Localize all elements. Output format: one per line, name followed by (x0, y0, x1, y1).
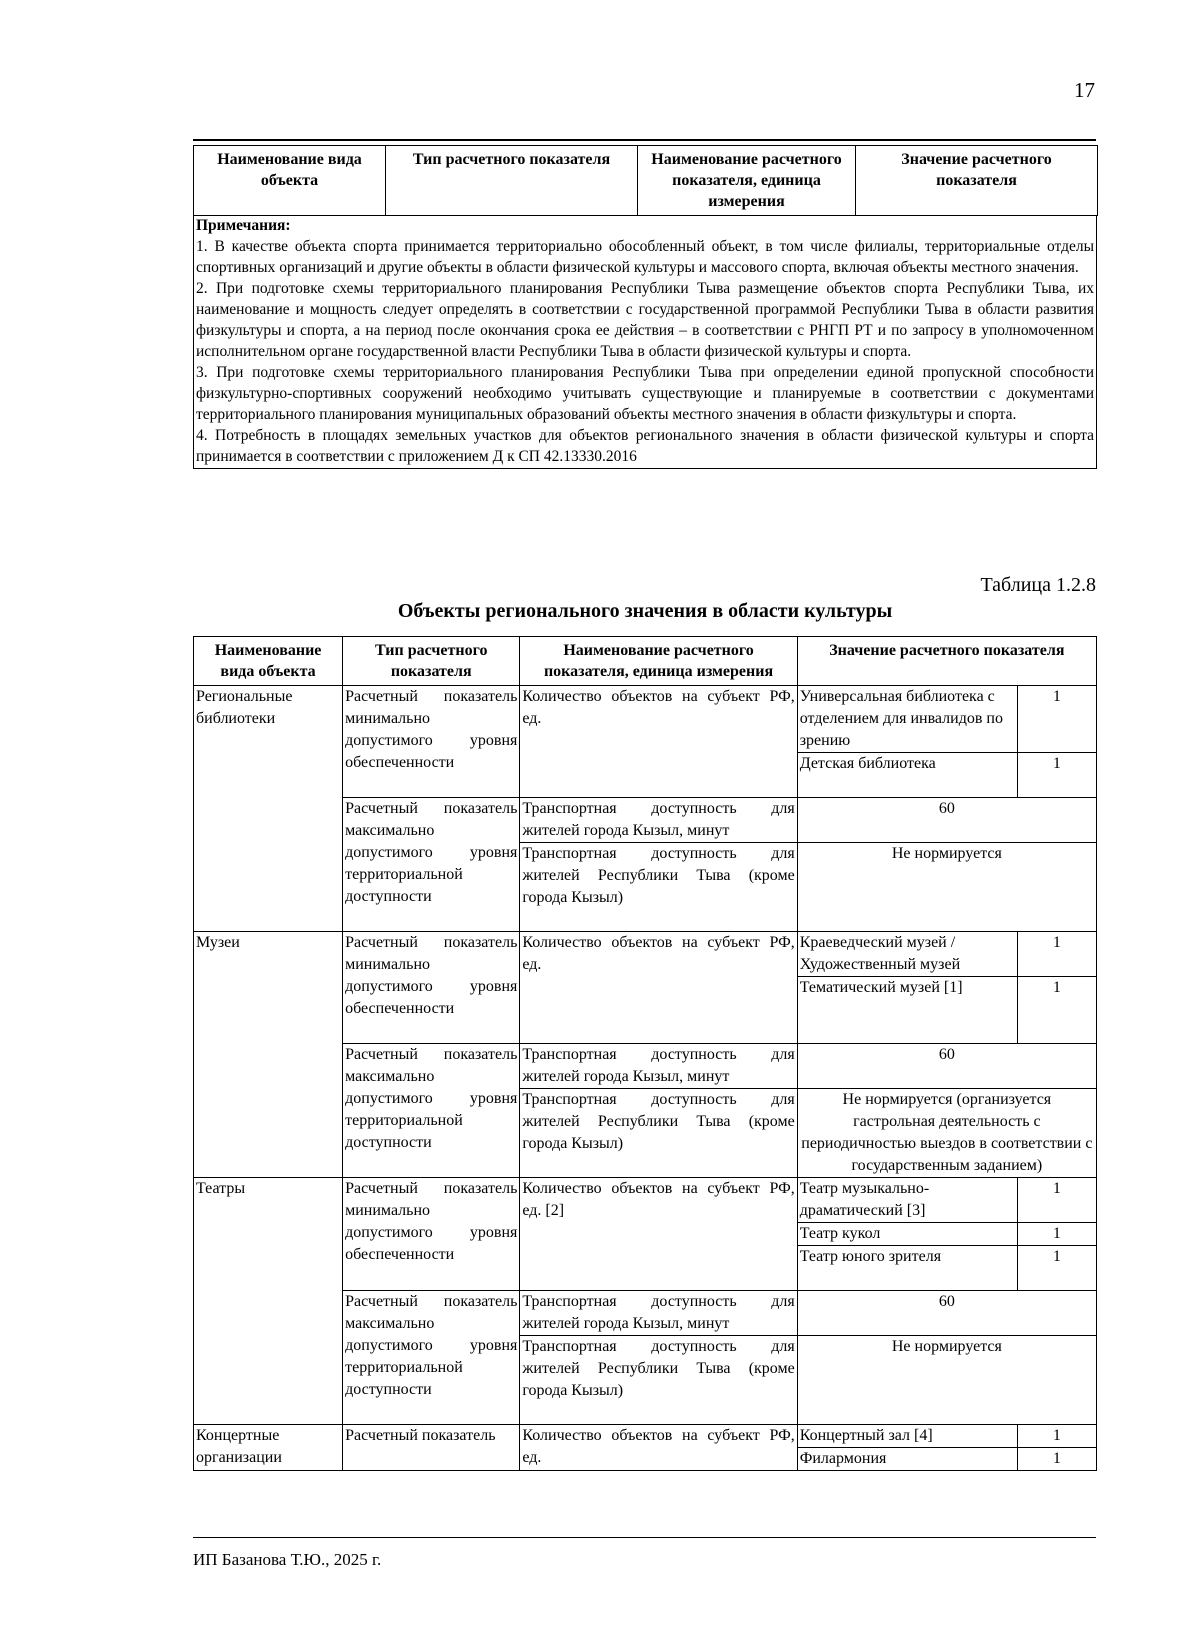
indicator-name: Количество объектов на субъект РФ, ед. [2] (520, 1178, 797, 1291)
value-text: Не нормируется (797, 1336, 1096, 1425)
indicator-name: Транспортная доступность для жителей города Кызыл, минут (520, 798, 797, 843)
indicator-type: Расчетный показатель (343, 1425, 520, 1471)
note-item: 3. При подготовке схемы территориального планирования Республики Тыва при определении единой пропускной способности физкультурно-спортивных сооружений необходимо учитывать существующие и планируемые в соответствии с документами территориального планирования муниципальных образований объекты местного значения в области физкультуры и спорта. (196, 364, 1094, 423)
header-col4: Значение расчетного показателя (856, 146, 1098, 216)
header-col1: Наименование вида объекта (194, 146, 386, 216)
table-row (194, 686, 1097, 753)
value-number: 60 (797, 1044, 1096, 1089)
object-name: Региональные библиотеки (194, 686, 343, 932)
th-indicator: Наименование расчетного показателя, единица измерения (520, 637, 797, 686)
value-number: 1 (1017, 977, 1096, 1044)
value-text: Не нормируется (организуется гастрольная деятельность с периодичностью выездов в соответствии с государственным заданием) (797, 1089, 1096, 1178)
indicator-type: Расчетный показатель минимально допустимого уровня обеспеченности (343, 1178, 520, 1291)
indicator-name: Транспортная доступность для жителей Республики Тыва (кроме города Кызыл) (520, 1336, 797, 1425)
indicator-name: Транспортная доступность для жителей города Кызыл, минут (520, 1044, 797, 1089)
value-label: Детская библиотека (797, 753, 1017, 798)
footer-signature: ИП Базанова Т.Ю., 2025 г. (193, 1550, 382, 1569)
value-number: 1 (1017, 1178, 1096, 1223)
indicator-type: Расчетный показатель минимально допустимого уровня обеспеченности (343, 686, 520, 798)
header-col2: Тип расчетного показателя (386, 146, 638, 216)
value-label: Театр юного зрителя (797, 1246, 1017, 1291)
value-number: 1 (1017, 932, 1096, 977)
table-title: Объекты регионального значения в области культуры (397, 600, 893, 622)
notes-block (193, 215, 1097, 469)
culture-objects-table (193, 636, 1097, 1471)
value-number: 1 (1017, 753, 1096, 798)
value-label: Филармония (797, 1448, 1017, 1471)
indicator-name: Количество объектов на субъект РФ, ед. (520, 1425, 797, 1471)
value-number: 60 (797, 1291, 1096, 1336)
table-row (194, 1425, 1097, 1448)
object-name: Музеи (194, 932, 343, 1178)
top-rule (193, 139, 1096, 141)
page-number: 17 (1074, 78, 1095, 102)
note-item: 4. Потребность в площадях земельных участков для объектов регионального значения в области физической культуры и спорта принимается в соответствии с приложением Д к СП 42.13330.2016 (196, 427, 1094, 465)
table-row (194, 1178, 1097, 1223)
value-number: 1 (1017, 686, 1096, 753)
indicator-name: Транспортная доступность для жителей города Кызыл, минут (520, 1291, 797, 1336)
value-number: 1 (1017, 1425, 1096, 1448)
value-label: Концертный зал [4] (797, 1425, 1017, 1448)
table-header-row (194, 637, 1097, 686)
th-value: Значение расчетного показателя (797, 637, 1096, 686)
header-row (194, 146, 1098, 216)
value-label: Театр кукол (797, 1223, 1017, 1246)
notes-title: Примечания: (196, 217, 291, 234)
indicator-name: Транспортная доступность для жителей Республики Тыва (кроме города Кызыл) (520, 843, 797, 932)
value-label: Универсальная библиотека с отделением для инвалидов по зрению (797, 686, 1017, 753)
table-row (194, 932, 1097, 977)
indicator-name: Транспортная доступность для жителей Республики Тыва (кроме города Кызыл) (520, 1089, 797, 1178)
indicator-type: Расчетный показатель минимально допустимого уровня обеспеченности (343, 932, 520, 1044)
indicator-type: Расчетный показатель максимально допустимого уровня территориальной доступности (343, 798, 520, 932)
value-label: Театр музыкально-драматический [3] (797, 1178, 1017, 1223)
indicator-name: Количество объектов на субъект РФ, ед. (520, 686, 797, 798)
value-number: 1 (1017, 1246, 1096, 1291)
footer-rule (193, 1537, 1096, 1538)
indicator-type: Расчетный показатель максимально допустимого уровня территориальной доступности (343, 1291, 520, 1425)
value-number: 60 (797, 798, 1096, 843)
value-label: Тематический музей [1] (797, 977, 1017, 1044)
note-item: 1. В качестве объекта спорта принимается территориально обособленный объект, в том числе филиалы, территориальные отделы спортивных организаций и другие объекты в области физической культуры и массового спорта, включая объекты местного значения. (196, 238, 1094, 276)
indicator-name: Количество объектов на субъект РФ, ед. (520, 932, 797, 1044)
continued-table-header (193, 145, 1098, 216)
th-object: Наименование вида объекта (194, 637, 343, 686)
indicator-type: Расчетный показатель максимально допустимого уровня территориальной доступности (343, 1044, 520, 1178)
value-label: Краеведческий музей / Художественный музей (797, 932, 1017, 977)
object-name: Театры (194, 1178, 343, 1425)
th-type: Тип расчетного показателя (343, 637, 520, 686)
table-caption: Таблица 1.2.8 (980, 574, 1096, 596)
note-item: 2. При подготовке схемы территориального планирования Республики Тыва размещение объектов спорта Республики Тыва, их наименование и мощность следует определять в соответствии с государственной программой Республики Тыва в области развития физкультуры и спорта, а на период после окончания срока ее действия – в соответствии с РНГП РТ и по запросу в уполномоченном исполнительном органе государственной власти Республики Тыва в области физической культуры и спорта. (196, 280, 1094, 360)
value-text: Не нормируется (797, 843, 1096, 932)
object-name: Концертные организации (194, 1425, 343, 1471)
value-number: 1 (1017, 1223, 1096, 1246)
header-col3: Наименование расчетного показателя, единица измерения (638, 146, 856, 216)
value-number: 1 (1017, 1448, 1096, 1471)
